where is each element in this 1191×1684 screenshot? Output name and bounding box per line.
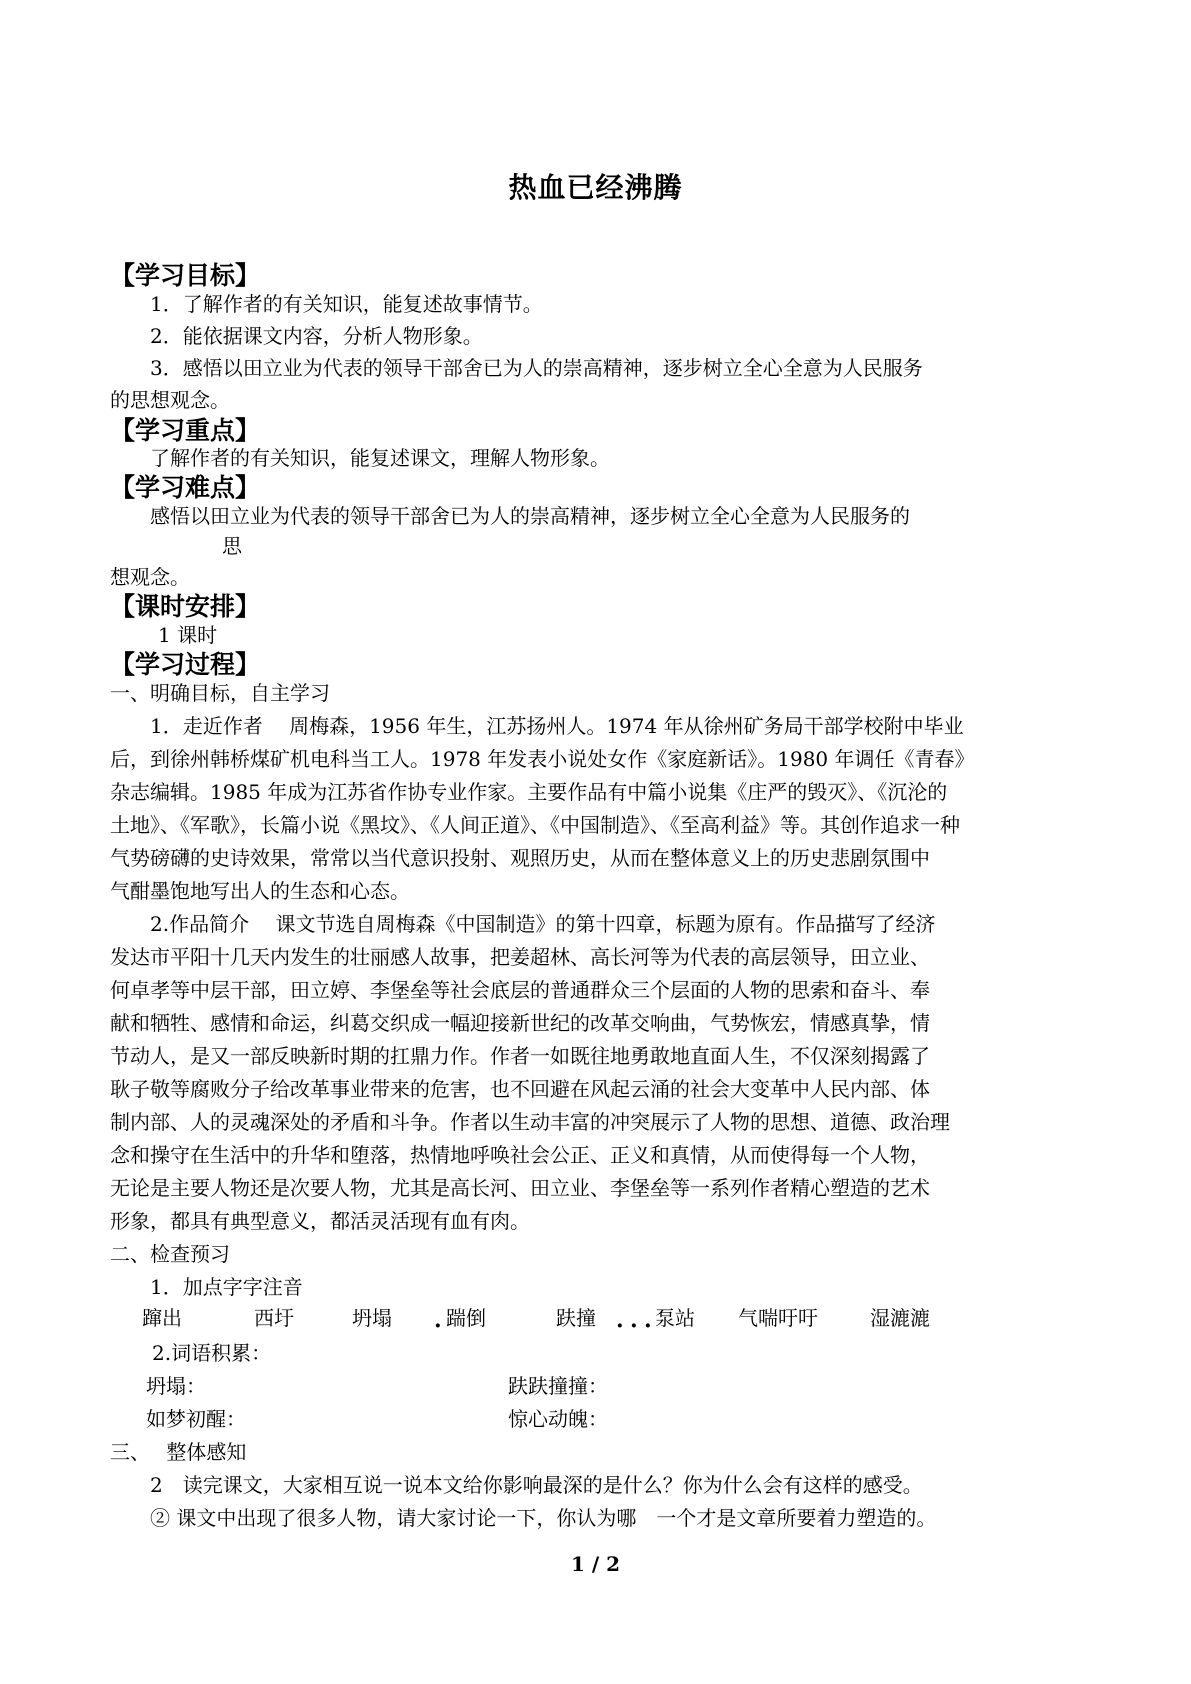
intro-line-7: 制内部、人的灵魂深处的矛盾和斗争。作者以生动丰富的冲突展示了人物的思想、道德、政治理 — [110, 1110, 950, 1134]
schedule-heading: 【课时安排】 — [110, 592, 261, 621]
intro-line-10: 形象，都具有典型意义，都活灵活现有血有肉。 — [110, 1209, 530, 1233]
author-line-4: 土地》、《军歌》，长篇小说《黑坟》、《人间正道》、《中国制造》、《至高利益》等。其创作追求一种 — [110, 813, 960, 837]
author-line-5: 气势磅礴的史诗效果，常常以当代意识投射、观照历史，从而在整体意义上的历史悲剧氛围中 — [110, 846, 930, 870]
focus-text: 了解作者的有关知识，能复述课文，理解人物形象。 — [150, 446, 610, 470]
intro-line-4: 献和牺牲、感情和命运，纠葛交织成一幅迎接新世纪的改革交响曲，气势恢宏，情感真挚，情 — [110, 1011, 930, 1035]
page-title: 热血已经沸腾 — [508, 171, 683, 204]
intro-line-6: 耿子敬等腐败分子给改革事业带来的危害，也不回避在风起云涌的社会大变革中人民内部、体 — [110, 1077, 930, 1101]
emphasis-dot: · — [644, 1313, 652, 1339]
intro-line-1: 2.作品简介 课文节选自周梅森《中国制造》的第十四章，标题为原有。作品描写了经济 — [150, 912, 936, 936]
author-line-2: 后，到徐州韩桥煤矿机电科当工人。1978 年发表小说处女作《家庭新话》。1980 年调任《青春》 — [110, 747, 975, 771]
pinyin-word: 蹿出 — [142, 1306, 182, 1330]
question-1: 2 读完课文，大家相互说一说本文给你影响最深的是什么？你为什么会有这样的感受。 — [150, 1473, 923, 1497]
pinyin-word: 西圩 — [254, 1306, 294, 1330]
goal-item-3: 3．感悟以田立业为代表的领导干部舍已为人的崇高精神，逐步树立全心全意为人民服务 — [150, 356, 923, 380]
vocab-item: 如梦初醒： — [146, 1407, 246, 1431]
goal-item-1: 1．了解作者的有关知识，能复述故事情节。 — [150, 292, 543, 316]
goal-item-2: 2．能依据课文内容，分析人物形象。 — [150, 324, 483, 348]
section1-title: 一、明确目标，自主学习 — [110, 681, 330, 705]
vocab-item: 坍塌： — [146, 1374, 206, 1398]
difficulty-heading: 【学习难点】 — [110, 473, 261, 502]
author-line-1: 1．走近作者 周梅森，1956 年生，江苏扬州人。1974 年从徐州矿务局干部学校附中毕业 — [150, 714, 964, 738]
pinyin-word: 坍塌 — [352, 1306, 392, 1330]
schedule-text: 1 课时 — [158, 623, 218, 647]
pinyin-word: 趺撞 — [556, 1306, 596, 1330]
intro-line-9: 无论是主要人物还是次要人物，尤其是高长河、田立业、李堡垒等一系列作者精心塑造的艺术 — [110, 1176, 930, 1200]
intro-line-3: 何卓孝等中层干部，田立婷、李堡垒等社会底层的普通群众三个层面的人物的思索和奋斗、奉 — [110, 978, 930, 1002]
section3-title: 三、 整体感知 — [110, 1440, 247, 1464]
vocab-item: 惊心动魄： — [508, 1407, 608, 1431]
goals-heading: 【学习目标】 — [110, 261, 261, 290]
vocab-item: 趺趺撞撞： — [508, 1374, 608, 1398]
difficulty-text-line1: 感悟以田立业为代表的领导干部舍已为人的崇高精神，逐步树立全心全意为人民服务的 — [150, 504, 910, 528]
emphasis-dot: · — [616, 1313, 624, 1339]
question-2: ② 课文中出现了很多人物，请大家讨论一下，你认为哪 一个才是文章所要着力塑造的。 — [150, 1506, 937, 1530]
vocab-label: 2.词语积累： — [152, 1341, 272, 1365]
focus-heading: 【学习重点】 — [110, 416, 261, 445]
emphasis-dot: · — [434, 1313, 442, 1339]
pinyin-word: 泵站 — [655, 1306, 695, 1330]
intro-line-5: 节动人，是又一部反映新时期的扛鼎力作。作者一如既往地勇敢地直面人生，不仅深刻揭露了 — [110, 1044, 930, 1068]
pinyin-word: 踹倒 — [446, 1306, 486, 1330]
difficulty-text-wrap: 思 — [222, 534, 242, 558]
page-number: 1 / 2 — [570, 1552, 621, 1576]
pinyin-word: 气喘吁吁 — [738, 1306, 818, 1330]
intro-line-2: 发达市平阳十几天内发生的壮丽感人故事，把姜超林、高长河等为代表的高层领导，田立业、 — [110, 945, 930, 969]
section2-title: 二、检查预习 — [110, 1242, 230, 1266]
emphasis-dot: · — [630, 1313, 638, 1339]
process-heading: 【学习过程】 — [110, 650, 261, 679]
difficulty-text-line2: 想观念。 — [110, 565, 190, 589]
author-line-6: 气酣墨饱地写出人的生态和心态。 — [110, 879, 410, 903]
intro-line-8: 念和操守在生活中的升华和堕落，热情地呼唤社会公正、正义和真情，从而使得每一个人物， — [110, 1143, 930, 1167]
pinyin-word: 湿漉漉 — [870, 1306, 930, 1330]
author-line-3: 杂志编辑。1985 年成为江苏省作协专业作家。主要作品有中篇小说集《庄严的毁灭》、《沉沦的 — [110, 780, 948, 804]
goal-item-3-cont: 的思想观念。 — [110, 388, 230, 412]
pinyin-label: 1．加点字字注音 — [150, 1275, 303, 1299]
